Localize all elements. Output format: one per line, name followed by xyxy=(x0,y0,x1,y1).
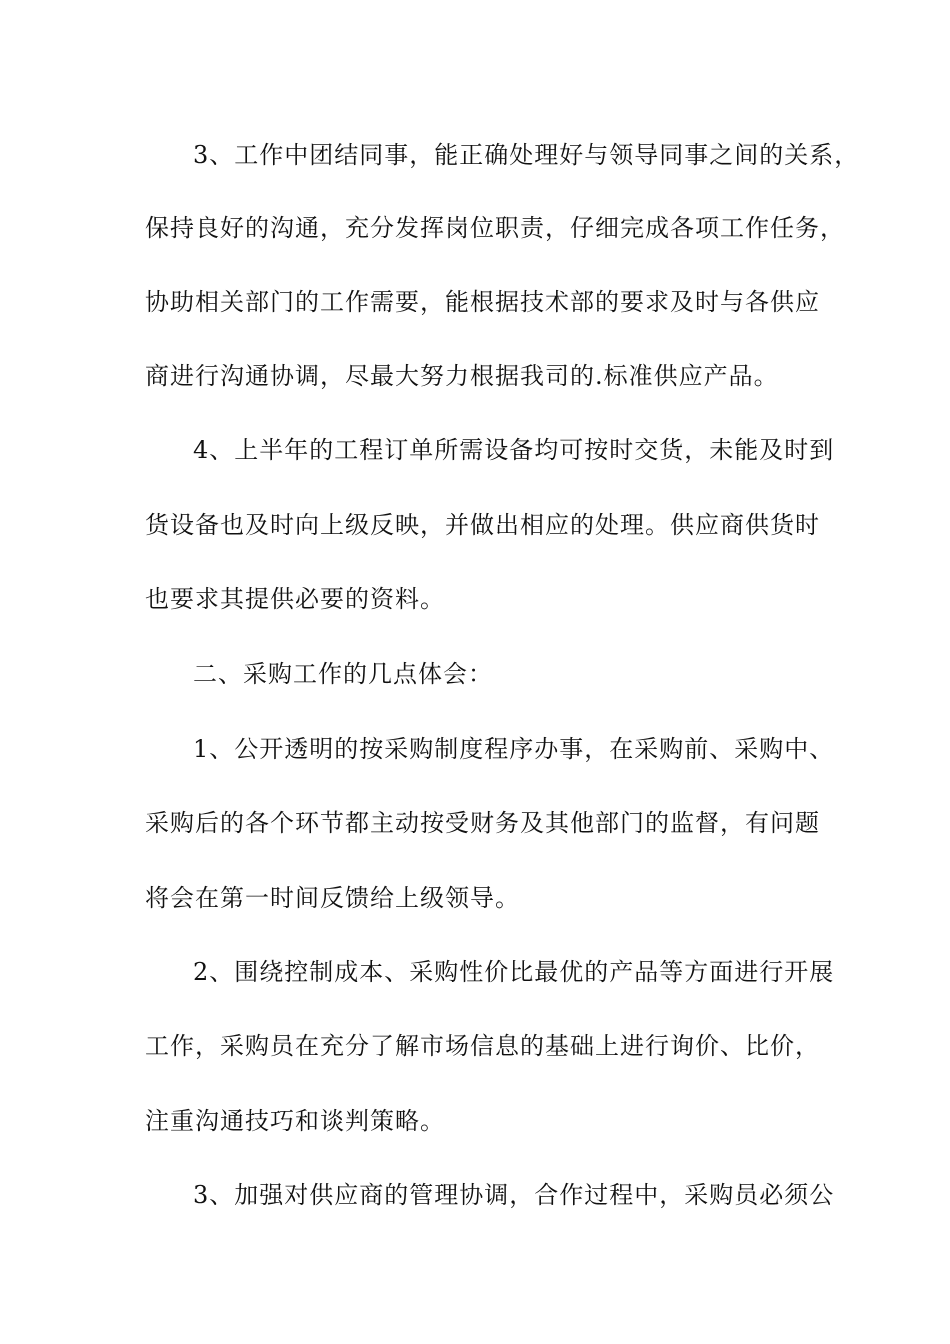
paragraph-3-line-3: 协助相关部门的工作需要，能根据技术部的要求及时与各供应 xyxy=(145,288,820,316)
paragraph-1-line-2: 采购后的各个环节都主动按受财务及其他部门的监督，有问题 xyxy=(145,809,820,837)
paragraph-4-line-1: 4、上半年的工程订单所需设备均可按时交货，未能及时到 xyxy=(193,436,835,464)
paragraph-1-line-1: 1、公开透明的按采购制度程序办事，在采购前、采购中、 xyxy=(193,735,835,763)
paragraph-4-line-2: 货设备也及时向上级反映，并做出相应的处理。供应商供货时 xyxy=(145,511,820,539)
paragraph-3b-line-1: 3、加强对供应商的管理协调，合作过程中，采购员必须公 xyxy=(193,1181,835,1209)
paragraph-3-line-2: 保持良好的沟通，充分发挥岗位职责，仔细完成各项工作任务， xyxy=(145,214,845,242)
paragraph-2-line-1: 2、围绕控制成本、采购性价比最优的产品等方面进行开展 xyxy=(193,958,835,986)
paragraph-3-line-4: 商进行沟通协调，尽最大努力根据我司的.标准供应产品。 xyxy=(145,362,779,390)
paragraph-3-line-1: 3、工作中团结同事，能正确处理好与领导同事之间的关系， xyxy=(193,141,860,169)
paragraph-4-line-3: 也要求其提供必要的资料。 xyxy=(145,585,445,613)
paragraph-2-line-3: 注重沟通技巧和谈判策略。 xyxy=(145,1107,445,1135)
section-heading: 二、采购工作的几点体会： xyxy=(193,660,493,688)
paragraph-1-line-3: 将会在第一时间反馈给上级领导。 xyxy=(145,884,520,912)
paragraph-2-line-2: 工作，采购员在充分了解市场信息的基础上进行询价、比价， xyxy=(145,1032,820,1060)
